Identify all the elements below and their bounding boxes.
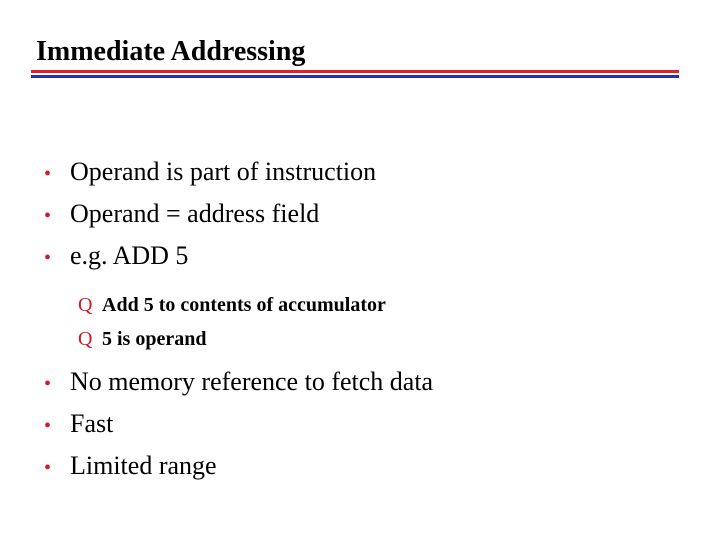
sub-bullet-text: 5 is operand xyxy=(102,328,207,350)
slide-title: Immediate Addressing xyxy=(36,36,306,67)
list-item xyxy=(44,404,704,446)
bullet-text: e.g. ADD 5 xyxy=(70,241,189,270)
sub-list-item xyxy=(44,288,704,322)
list-item xyxy=(44,152,704,194)
bullet-icon: • xyxy=(44,205,52,227)
title-rule-blue xyxy=(31,75,679,78)
bullet-text: Fast xyxy=(70,409,114,438)
list-item xyxy=(44,362,704,404)
sub-list-item xyxy=(44,322,704,356)
bullet-list xyxy=(44,152,704,488)
bullet-icon: • xyxy=(44,163,52,185)
bullet-icon: • xyxy=(44,247,52,269)
list-item xyxy=(44,446,704,488)
sub-bullet-text: Add 5 to contents of accumulator xyxy=(102,294,386,316)
bullet-icon: • xyxy=(44,415,52,437)
bullet-text: Limited range xyxy=(70,451,217,480)
bullet-icon: • xyxy=(44,457,52,479)
list-item xyxy=(44,194,704,236)
bullet-icon: • xyxy=(44,373,52,395)
sub-bullet-icon: Q xyxy=(78,294,93,316)
bullet-text: Operand = address field xyxy=(70,199,320,228)
list-item xyxy=(44,236,704,278)
title-underline xyxy=(31,70,679,78)
bullet-text: No memory reference to fetch data xyxy=(70,367,434,396)
bullet-text: Operand is part of instruction xyxy=(70,157,377,186)
sub-bullet-list xyxy=(44,288,704,356)
sub-bullet-icon: Q xyxy=(78,328,93,350)
